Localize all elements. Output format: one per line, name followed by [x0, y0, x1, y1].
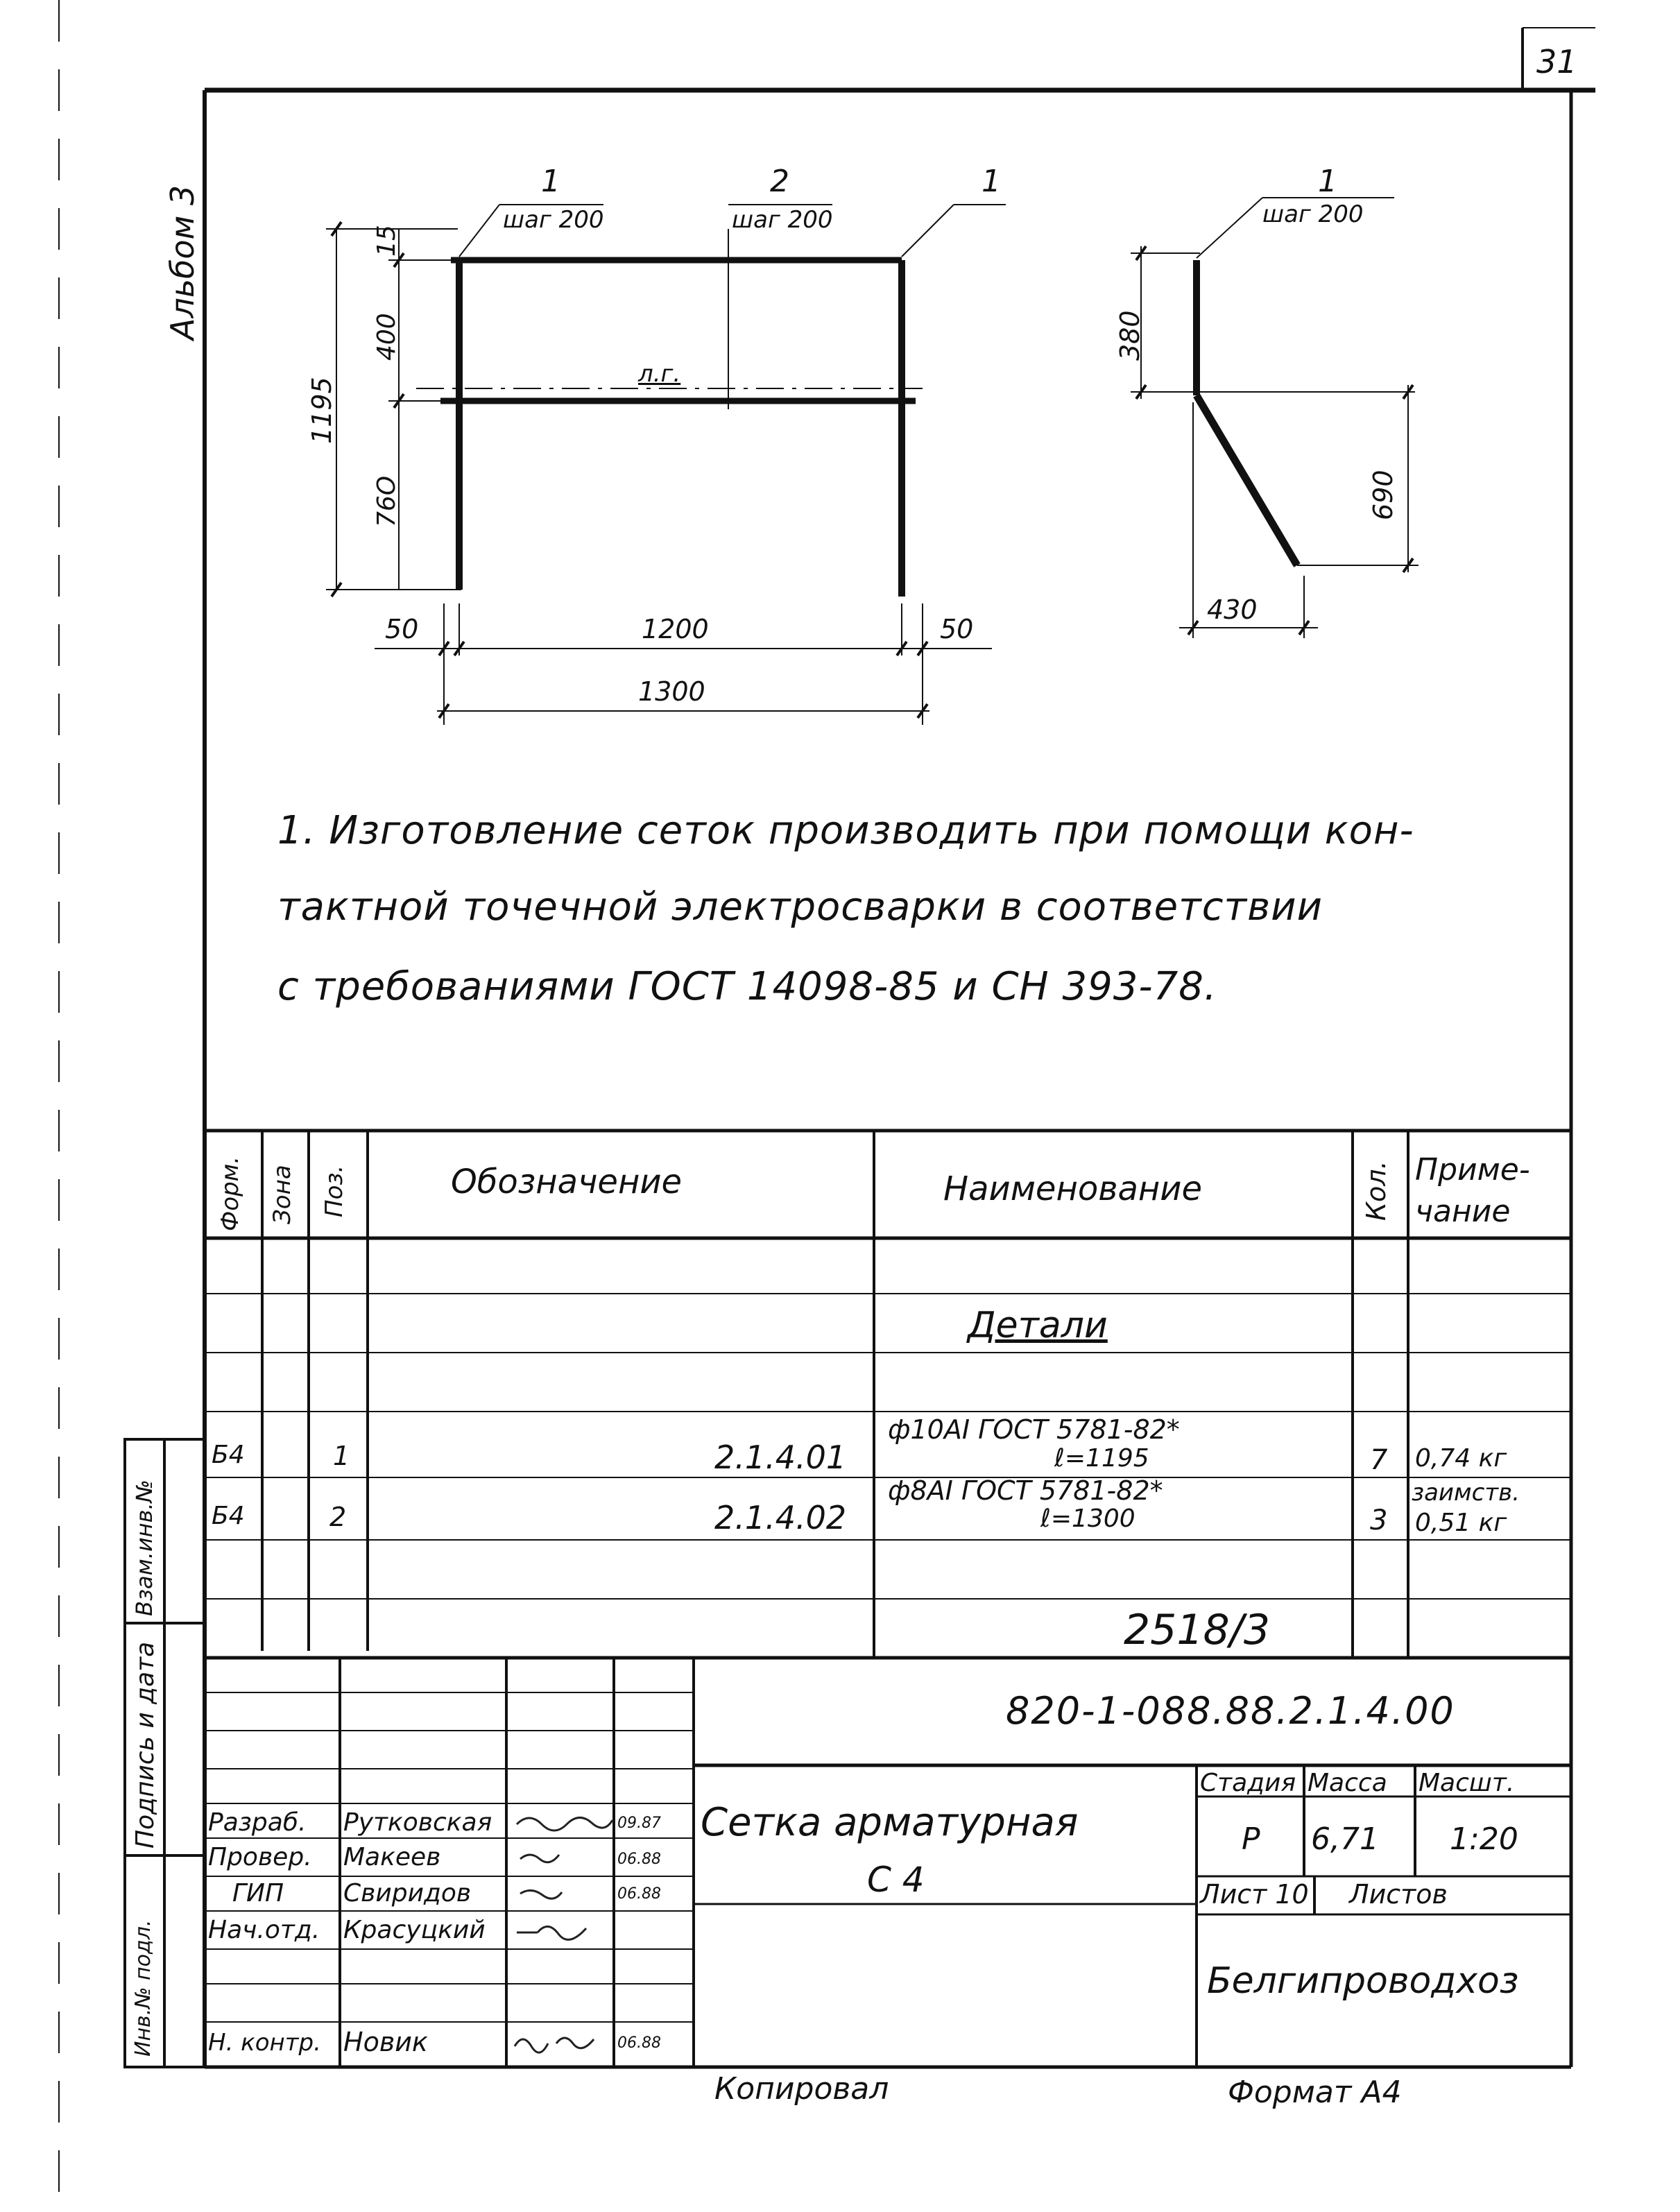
title-line-2: С 4 [867, 1860, 925, 1900]
front-step-2: шаг 200 [732, 206, 833, 234]
stage-header: Стадия [1200, 1769, 1296, 1797]
mass-header: Масса [1308, 1769, 1387, 1797]
row2-name-2: ℓ=1300 [1040, 1504, 1135, 1533]
stamp-podpis-data: Подпись и дата [131, 1641, 160, 1849]
row2-qty: 3 [1370, 1504, 1388, 1536]
signatures [515, 1817, 612, 2052]
person-role: Нач.отд. [208, 1916, 320, 1944]
person-name: Макеев [343, 1843, 441, 1871]
dim-50-left: 50 [385, 614, 419, 644]
hdr-pos: Поз. [320, 1165, 348, 1217]
row1-pos: 1 [333, 1441, 350, 1471]
person-name: Красуцкий [343, 1916, 486, 1944]
dim-400: 400 [372, 313, 401, 361]
row2-note-1: заимств. [1412, 1479, 1520, 1507]
dim-15: 15 [372, 225, 401, 257]
hdr-name: Наименование [943, 1169, 1203, 1208]
dim-50-right: 50 [940, 614, 974, 644]
note-line-1: 1. Изготовление сеток производить при помощи кон- [277, 808, 1414, 853]
person-role: ГИП [232, 1879, 284, 1907]
person-date: 06.88 [617, 2034, 661, 2052]
stamp-inv-podl: Инв.№ подл. [131, 1919, 155, 2057]
front-step-1: шаг 200 [503, 206, 604, 234]
section-title: Детали [968, 1305, 1108, 1346]
note-line-2: тактной точечной электросварки в соответствии [277, 884, 1323, 929]
row1-name-2: ℓ=1195 [1054, 1444, 1149, 1473]
sheets-label: Листов [1349, 1879, 1448, 1910]
dim-430: 430 [1207, 594, 1258, 625]
row1-note-1: 0,74 кг [1415, 1444, 1507, 1473]
row1-format: Б4 [212, 1441, 245, 1469]
hdr-format: Форм. [216, 1156, 244, 1231]
row2-note-2: 0,51 кг [1415, 1509, 1507, 1537]
stamp-vzam-inv: Взам.инв.№ [131, 1480, 157, 1616]
hdr-zone: Зона [268, 1165, 296, 1224]
hdr-qty: Кол. [1361, 1160, 1391, 1221]
person-role: Провер. [208, 1843, 312, 1871]
row2-name-1: ф8АI ГОСТ 5781-82* [888, 1475, 1163, 1506]
front-label-1-right: 1 [982, 164, 1001, 199]
sheet-label: Лист 10 [1200, 1879, 1309, 1910]
row2-designation: 2.1.4.02 [714, 1499, 847, 1536]
inventory-stamp: 2518/3 [1124, 1606, 1271, 1654]
dim-760: 76О [372, 475, 401, 527]
hdr-note-2: чание [1415, 1194, 1511, 1229]
person-date: 06.88 [617, 1851, 661, 1868]
side-step: шаг 200 [1262, 200, 1364, 228]
note-line-3: с требованиями ГОСТ 14098-85 и СН 393-78. [277, 964, 1217, 1009]
side-label-1: 1 [1318, 164, 1337, 199]
person-role: Разраб. [208, 1808, 307, 1837]
footer-copied: Копировал [714, 2071, 889, 2107]
footer-format: Формат А4 [1228, 2075, 1402, 2110]
person-date: 06.88 [617, 1885, 661, 1903]
row1-name-1: ф10АI ГОСТ 5781-82* [888, 1414, 1180, 1445]
scale-value: 1:20 [1450, 1821, 1518, 1857]
row2-format: Б4 [212, 1502, 245, 1530]
dim-1195: 1195 [307, 377, 337, 444]
stage-value: Р [1242, 1821, 1260, 1857]
axis-label: л.г. [638, 360, 681, 388]
scale-header: Масшт. [1418, 1769, 1515, 1797]
person-date: 09.87 [617, 1815, 661, 1832]
person-name: Новик [343, 2027, 428, 2057]
row1-designation: 2.1.4.01 [714, 1439, 847, 1476]
album-label: Альбом 3 [164, 185, 201, 340]
person-name: Свиридов [343, 1879, 472, 1907]
person-role: Н. контр. [208, 2029, 321, 2057]
hdr-note-1: Приме- [1415, 1152, 1530, 1188]
mass-value: 6,71 [1311, 1821, 1379, 1857]
row2-pos: 2 [329, 1502, 347, 1532]
doc-code: 820-1-088.88.2.1.4.00 [1006, 1689, 1455, 1733]
front-label-2: 2 [770, 164, 789, 199]
front-label-1-left: 1 [541, 164, 560, 199]
hdr-designation: Обозначение [451, 1163, 683, 1201]
page-number: 31 [1536, 43, 1577, 80]
dim-380: 380 [1115, 310, 1145, 361]
organization: Белгипроводхоз [1207, 1960, 1519, 2002]
title-line-1: Сетка арматурная [701, 1800, 1079, 1845]
person-name: Рутковская [343, 1808, 492, 1837]
dim-1200: 1200 [642, 614, 709, 644]
dim-690: 690 [1368, 470, 1398, 520]
row1-qty: 7 [1370, 1444, 1388, 1476]
dim-1300: 1300 [638, 676, 705, 707]
